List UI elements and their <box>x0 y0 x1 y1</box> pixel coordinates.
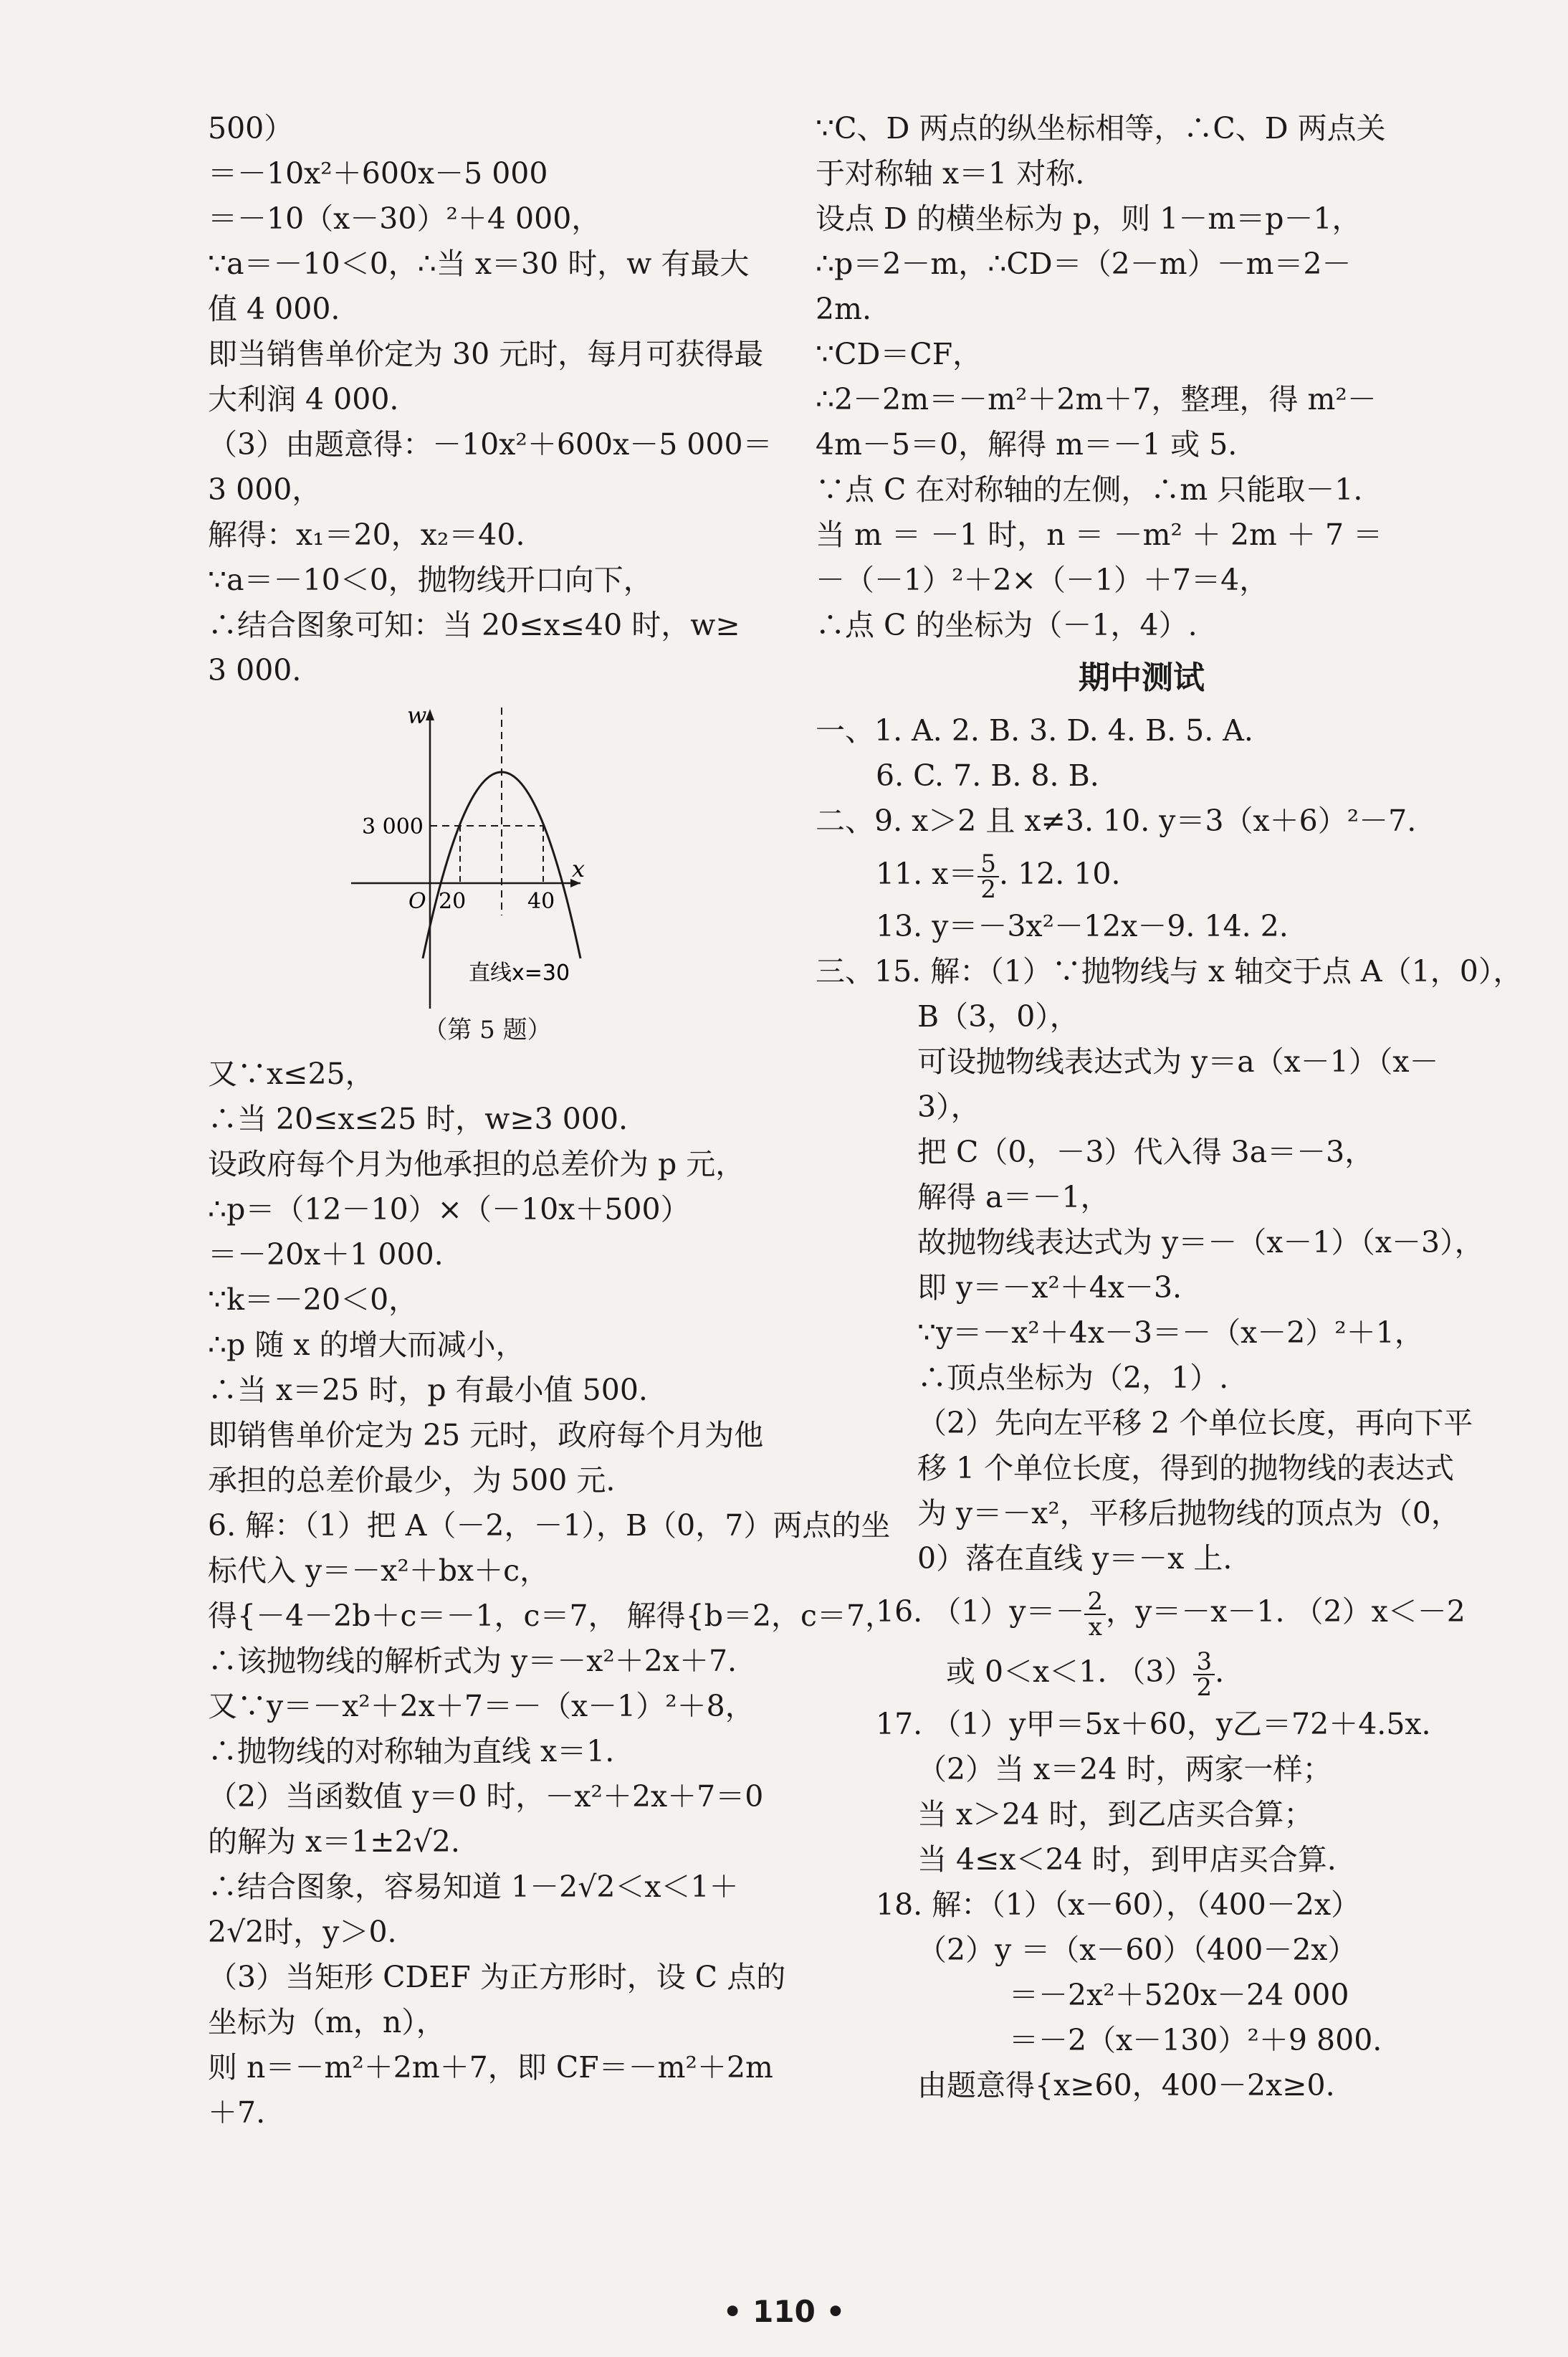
right-line-6: ∵CD＝CF， <box>816 337 983 371</box>
q16-line-2 <box>816 1642 1468 1702</box>
right-line-8: 4m－5＝0，解得 m＝－1 或 5. <box>816 427 1238 462</box>
q6-line-12: 坐标为（m，n）， <box>208 2005 446 2039</box>
q18-line-2: （2）y ＝（x－60）（400－2x） <box>917 1933 1357 1967</box>
left-after-line-2: ∴当 20≤x≤25 时，w≥3 000. <box>208 1102 628 1136</box>
q6-line-11: （3）当矩形 CDEF 为正方形时，设 C 点的 <box>208 1960 786 1994</box>
left-line-1: 500） <box>208 111 294 146</box>
left-column <box>208 106 895 2135</box>
x-tick-20: 20 <box>439 889 467 914</box>
left-line-7: 大利润 4 000. <box>208 382 399 416</box>
right-line-4: ∴p＝2－m，∴CD＝（2－m）－m＝2－ <box>816 247 1352 281</box>
q11-prefix: 11. x＝ <box>876 857 978 891</box>
left-line-11: ∵a＝－10＜0，抛物线开口向下， <box>208 563 653 597</box>
q11-numerator: 5 <box>977 852 999 877</box>
q16-fraction-2 <box>1193 1649 1215 1700</box>
left-after-line-3: 设政府每个月为他承担的总差价为 p 元， <box>208 1147 745 1181</box>
left-after-line-1: 又∵x≤25， <box>208 1057 375 1091</box>
q17-line-2: （2）当 x＝24 时，两家一样； <box>917 1752 1332 1786</box>
left-after-line-6: ∵k＝－20＜0， <box>208 1282 419 1317</box>
q6-line-4: ∴该抛物线的解析式为 y＝－x²＋2x＋7. <box>208 1644 737 1678</box>
q17-line-3: 当 x＞24 时，到乙店买合算； <box>917 1797 1314 1832</box>
y-axis-arrow <box>426 709 434 720</box>
left-line-3: ＝－10（x－30）²＋4 000， <box>208 201 601 236</box>
left-line-4: ∵a＝－10＜0，∴当 x＝30 时，w 有最大 <box>208 247 750 281</box>
left-after-line-9: 即销售单价定为 25 元时，政府每个月为他 <box>208 1418 764 1452</box>
q11-line <box>816 844 1468 904</box>
q6-line-13: 则 n＝－m²＋2m＋7，即 CF＝－m²＋2m <box>208 2050 773 2085</box>
right-line-3: 设点 D 的横坐标为 p，则 1－m＝p－1， <box>816 201 1362 236</box>
q11-denominator: 2 <box>980 875 996 904</box>
left-line-13: 3 000. <box>208 653 302 687</box>
q16-line2-prefix: 或 0＜x＜1. （3） <box>946 1654 1194 1689</box>
parabola-graph <box>208 693 767 1009</box>
q15-line-8: 即 y＝－x²＋4x－3. <box>917 1270 1182 1305</box>
q11-suffix: . 12. 10. <box>999 857 1121 891</box>
right-line-2: 于对称轴 x＝1 对称. <box>816 156 1085 191</box>
page-number: • 110 • <box>722 2294 846 2329</box>
q15-line-3: 可设抛物线表达式为 y＝a（x－1）（x－ <box>917 1044 1439 1079</box>
part1-line-1: 一、1. A. 2. B. 3. D. 4. B. 5. A. <box>816 713 1253 748</box>
axis-y-label: w <box>407 702 427 729</box>
q6-line-2: 标代入 y＝－x²＋bx＋c， <box>208 1553 550 1588</box>
right-line-11: －（－1）²＋2×（－1）＋7＝4， <box>816 563 1269 597</box>
q6-line-14: ＋7. <box>208 2095 266 2130</box>
q6-line-6: ∴抛物线的对称轴为直线 x＝1. <box>208 1734 615 1768</box>
q16-prefix: 16. （1）y＝－ <box>876 1594 1085 1629</box>
q15-line-5: 把 C（0，－3）代入得 3a＝－3， <box>917 1135 1375 1169</box>
q6-line-10: 2√2时，y＞0. <box>208 1915 397 1949</box>
q16-numerator: 2 <box>1084 1589 1106 1615</box>
q15-line-14: 0）落在直线 y＝－x 上. <box>917 1541 1233 1576</box>
right-line-1: ∵C、D 两点的纵坐标相等，∴C、D 两点关 <box>816 111 1386 146</box>
q15-line-11: （2）先向左平移 2 个单位长度，再向下平 <box>917 1406 1473 1440</box>
left-after-line-5: ＝－20x＋1 000. <box>208 1237 444 1272</box>
q6-line-3: 得{－4－2b＋c＝－1，c＝7， 解得{b＝2，c＝7， <box>208 1599 895 1633</box>
q15-line-9: ∵y＝－x²＋4x－3＝－（x－2）²＋1， <box>917 1315 1424 1350</box>
right-line-5: 2m. <box>816 292 871 326</box>
q6-line-9: ∴结合图象，容易知道 1－2√2＜x＜1＋ <box>208 1870 739 1904</box>
q6-line-5: 又∵y＝－x²＋2x＋7＝－（x－1）²＋8， <box>208 1689 755 1723</box>
x-tick-40: 40 <box>527 889 555 914</box>
q16-numerator-2: 3 <box>1193 1649 1215 1675</box>
left-after-line-7: ∴p 随 x 的增大而减小， <box>208 1328 525 1362</box>
origin-label: O <box>408 889 426 914</box>
right-line-10: 当 m ＝ －1 时，n ＝ －m² ＋ 2m ＋ 7 ＝ <box>816 518 1383 552</box>
q15-line-7: 故抛物线表达式为 y＝－（x－1）（x－3）， <box>917 1225 1484 1260</box>
q16-line-1 <box>816 1581 1468 1642</box>
q15-line-6: 解得 a＝－1， <box>917 1180 1110 1214</box>
q16-mid: ，y＝－x－1. （2）x＜－2 <box>1106 1594 1466 1629</box>
q16-denominator-2: 2 <box>1196 1672 1213 1702</box>
q17-line-1: 17. （1）y甲＝5x＋60，y乙＝72＋4.5x. <box>876 1707 1431 1741</box>
figure-caption: （第 5 题） <box>423 1016 552 1044</box>
right-line-7: ∴2－2m＝－m²＋2m＋7，整理，得 m²－ <box>816 382 1377 416</box>
part1-line-2: 6. C. 7. B. 8. B. <box>876 758 1099 793</box>
axis-x-label: x <box>572 855 585 882</box>
left-line-8: （3）由题意得：－10x²＋600x－5 000＝ <box>208 427 773 462</box>
left-after-line-4: ∴p＝（12－10）×（－10x＋500） <box>208 1192 690 1227</box>
left-line-2: ＝－10x²＋600x－5 000 <box>208 156 548 191</box>
q15-line-13: 为 y＝－x²，平移后抛物线的顶点为（0， <box>917 1496 1461 1530</box>
right-line-9: ∵点 C 在对称轴的左侧，∴m 只能取－1. <box>816 472 1363 507</box>
part2-line: 二、9. x＞2 且 x≠3. 10. y＝3（x＋6）²－7. <box>816 804 1417 838</box>
left-line-12: ∴结合图象可知：当 20≤x≤40 时，w≥ <box>208 608 740 642</box>
right-column <box>816 106 1523 2108</box>
level-label: 3 000 <box>362 814 424 839</box>
left-line-10: 解得：x₁＝20，x₂＝40. <box>208 518 525 552</box>
q15-line-2: B（3，0）， <box>917 999 1079 1034</box>
q6-line-8: 的解为 x＝1±2√2. <box>208 1824 460 1859</box>
left-line-5: 值 4 000. <box>208 292 340 326</box>
q18-line-3: ＝－2x²＋520x－24 000 <box>1009 1978 1349 2012</box>
q16-denominator: x <box>1088 1612 1102 1642</box>
q13-line: 13. y＝－3x²－12x－9. 14. 2. <box>876 909 1289 943</box>
q15-line-1: 三、15. 解：（1）∵抛物线与 x 轴交于点 A（1，0）， <box>816 954 1523 989</box>
left-after-line-8: ∴当 x＝25 时，p 有最小值 500. <box>208 1373 648 1407</box>
q16-fraction <box>1084 1586 1106 1642</box>
q6-line-1: 6. 解：（1）把 A（－2，－1），B（0，7）两点的坐 <box>208 1508 891 1543</box>
left-after-line-10: 承担的总差价最少，为 500 元. <box>208 1463 616 1497</box>
q15-line-12: 移 1 个单位长度，得到的抛物线的表达式 <box>917 1451 1455 1485</box>
q15-line-4: 3）， <box>917 1090 980 1124</box>
left-line-6: 即当销售单价定为 30 元时，每月可获得最 <box>208 337 764 371</box>
left-line-9: 3 000， <box>208 472 322 507</box>
section-title-midterm: 期中测试 <box>1079 660 1205 696</box>
right-line-12: ∴点 C 的坐标为（－1，4）. <box>816 608 1197 642</box>
q17-line-4: 当 4≤x＜24 时，到甲店买合算. <box>917 1842 1337 1877</box>
q6-line-7: （2）当函数值 y＝0 时，－x²＋2x＋7＝0 <box>208 1779 764 1814</box>
q18-line-1: 18. 解：（1）（x－60），（400－2x） <box>876 1887 1361 1922</box>
q11-fraction <box>977 849 999 904</box>
q15-line-10: ∴顶点坐标为（2，1）. <box>917 1361 1229 1395</box>
figure-parabola <box>208 693 767 1009</box>
q18-line-5: 由题意得{x≥60，400－2x≥0. <box>917 2068 1335 2103</box>
symmetry-axis-label: 直线x=30 <box>469 961 570 986</box>
q16-line2-suffix: . <box>1215 1654 1225 1689</box>
q18-line-4: ＝－2（x－130）²＋9 800. <box>1009 2023 1382 2057</box>
